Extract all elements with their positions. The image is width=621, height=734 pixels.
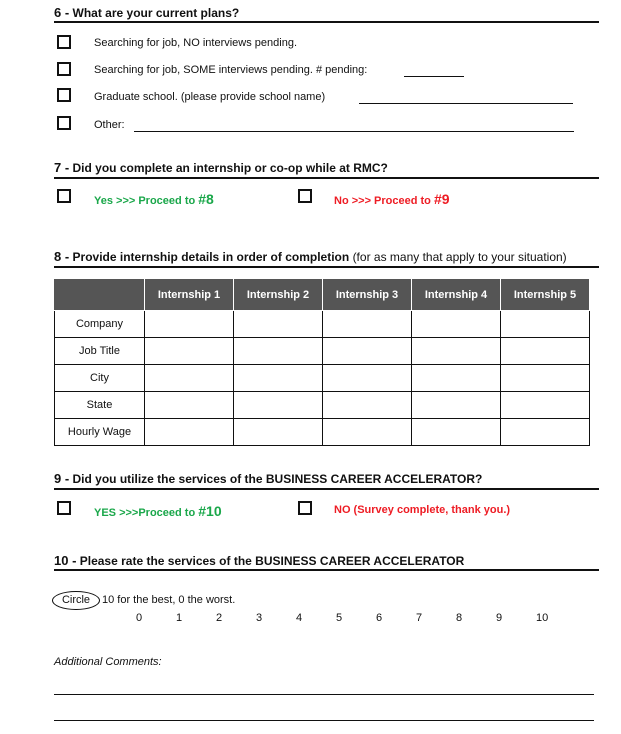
cell-input[interactable] [323, 365, 412, 392]
q6-other-field[interactable] [134, 131, 574, 132]
q7-yes-option [94, 191, 214, 207]
rating-4[interactable]: 4 [296, 612, 303, 624]
q9-no-checkbox[interactable] [298, 501, 312, 515]
comments-line-2[interactable] [54, 720, 594, 721]
col-internship-1: Internship 1 [145, 279, 234, 311]
cell-input[interactable] [234, 365, 323, 392]
rating-0[interactable]: 0 [136, 612, 143, 624]
cell-input[interactable] [323, 311, 412, 338]
cell-input[interactable] [412, 311, 501, 338]
q6-number: 6 - [54, 5, 70, 20]
row-label-job-title: Job Title [55, 338, 145, 365]
cell-input[interactable] [501, 365, 590, 392]
q9-yes-option [94, 503, 222, 519]
q6-checkbox-no-interviews[interactable] [57, 35, 71, 49]
q6-rule [54, 21, 599, 23]
rating-10[interactable]: 10 [536, 612, 549, 624]
col-internship-2: Internship 2 [234, 279, 323, 311]
q8-title: Provide internship details in order of completion [72, 250, 350, 264]
col-internship-5: Internship 5 [501, 279, 590, 311]
rating-9[interactable]: 9 [496, 612, 503, 624]
comments-line-1[interactable] [54, 694, 594, 695]
rating-1[interactable]: 1 [176, 612, 183, 624]
q8-number: 8 - [54, 249, 70, 264]
cell-input[interactable] [145, 419, 234, 446]
circle-word: Circle [52, 591, 100, 610]
q9-number: 9 - [54, 471, 70, 486]
q8-note: (for as many that apply to your situation) [352, 250, 567, 264]
q9-no-option: NO (Survey complete, thank you.) [334, 504, 511, 516]
cell-input[interactable] [412, 338, 501, 365]
cell-input[interactable] [145, 392, 234, 419]
cell-input[interactable] [323, 392, 412, 419]
q6-school-name-field[interactable] [359, 103, 573, 104]
q9-heading [54, 471, 482, 486]
q8-heading [54, 249, 567, 264]
cell-input[interactable] [145, 311, 234, 338]
cell-input[interactable] [412, 419, 501, 446]
cell-input[interactable] [234, 392, 323, 419]
q10-instruction: 10 for the best, 0 the worst. [102, 594, 236, 606]
table-row [55, 311, 590, 338]
cell-input[interactable] [501, 392, 590, 419]
internship-table [54, 278, 590, 446]
q7-yes-label: Yes >>> Proceed to [94, 195, 196, 207]
q7-no-target: #9 [433, 191, 450, 207]
cell-input[interactable] [234, 311, 323, 338]
table-row [55, 392, 590, 419]
q9-title: Did you utilize the services of the BUSINESS CAREER ACCELERATOR? [72, 472, 483, 486]
q7-heading [54, 160, 388, 175]
q6-checkbox-grad-school[interactable] [57, 88, 71, 102]
q7-rule [54, 177, 599, 179]
cell-input[interactable] [501, 419, 590, 446]
q7-no-checkbox[interactable] [298, 189, 312, 203]
additional-comments-label: Additional Comments: [54, 656, 162, 668]
cell-input[interactable] [145, 338, 234, 365]
q9-yes-target: #10 [198, 503, 222, 519]
q7-number: 7 - [54, 160, 70, 175]
q10-title: Please rate the services of the BUSINESS CAREER ACCELERATOR [79, 554, 465, 568]
col-internship-4: Internship 4 [412, 279, 501, 311]
row-label-city: City [55, 365, 145, 392]
q6-option-grad-school: Graduate school. (please provide school name) [94, 91, 326, 103]
cell-input[interactable] [234, 419, 323, 446]
rating-7[interactable]: 7 [416, 612, 423, 624]
cell-input[interactable] [501, 311, 590, 338]
col-internship-3: Internship 3 [323, 279, 412, 311]
q6-checkbox-other[interactable] [57, 116, 71, 130]
q6-pending-count-field[interactable] [404, 76, 464, 77]
cell-input[interactable] [412, 365, 501, 392]
cell-input[interactable] [234, 338, 323, 365]
q8-rule [54, 266, 599, 268]
rating-8[interactable]: 8 [456, 612, 463, 624]
row-label-hourly-wage: Hourly Wage [55, 419, 145, 446]
q6-checkbox-some-interviews[interactable] [57, 62, 71, 76]
q9-yes-label: YES >>>Proceed to [94, 507, 196, 519]
q6-option-some-interviews: Searching for job, SOME interviews pending. # pending: [94, 64, 368, 76]
rating-5[interactable]: 5 [336, 612, 343, 624]
q10-heading [54, 553, 464, 568]
q7-no-option [334, 191, 450, 207]
cell-input[interactable] [501, 338, 590, 365]
cell-input[interactable] [323, 419, 412, 446]
q7-yes-checkbox[interactable] [57, 189, 71, 203]
cell-input[interactable] [145, 365, 234, 392]
table-row [55, 338, 590, 365]
q6-option-other: Other: [94, 119, 125, 131]
q9-yes-checkbox[interactable] [57, 501, 71, 515]
q7-title: Did you complete an internship or co-op while at RMC? [72, 161, 388, 175]
table-corner [55, 279, 145, 311]
row-label-company: Company [55, 311, 145, 338]
rating-6[interactable]: 6 [376, 612, 383, 624]
row-label-state: State [55, 392, 145, 419]
rating-2[interactable]: 2 [216, 612, 223, 624]
cell-input[interactable] [412, 392, 501, 419]
table-row [55, 365, 590, 392]
table-row [55, 419, 590, 446]
q6-option-no-interviews: Searching for job, NO interviews pending. [94, 37, 297, 49]
cell-input[interactable] [323, 338, 412, 365]
q10-number: 10 - [54, 553, 77, 568]
q10-rule [54, 569, 599, 571]
rating-3[interactable]: 3 [256, 612, 263, 624]
q6-title: What are your current plans? [72, 6, 240, 20]
q9-rule [54, 488, 599, 490]
q7-no-label: No >>> Proceed to [334, 195, 431, 207]
q6-heading [54, 5, 239, 20]
q7-yes-target: #8 [198, 191, 214, 207]
